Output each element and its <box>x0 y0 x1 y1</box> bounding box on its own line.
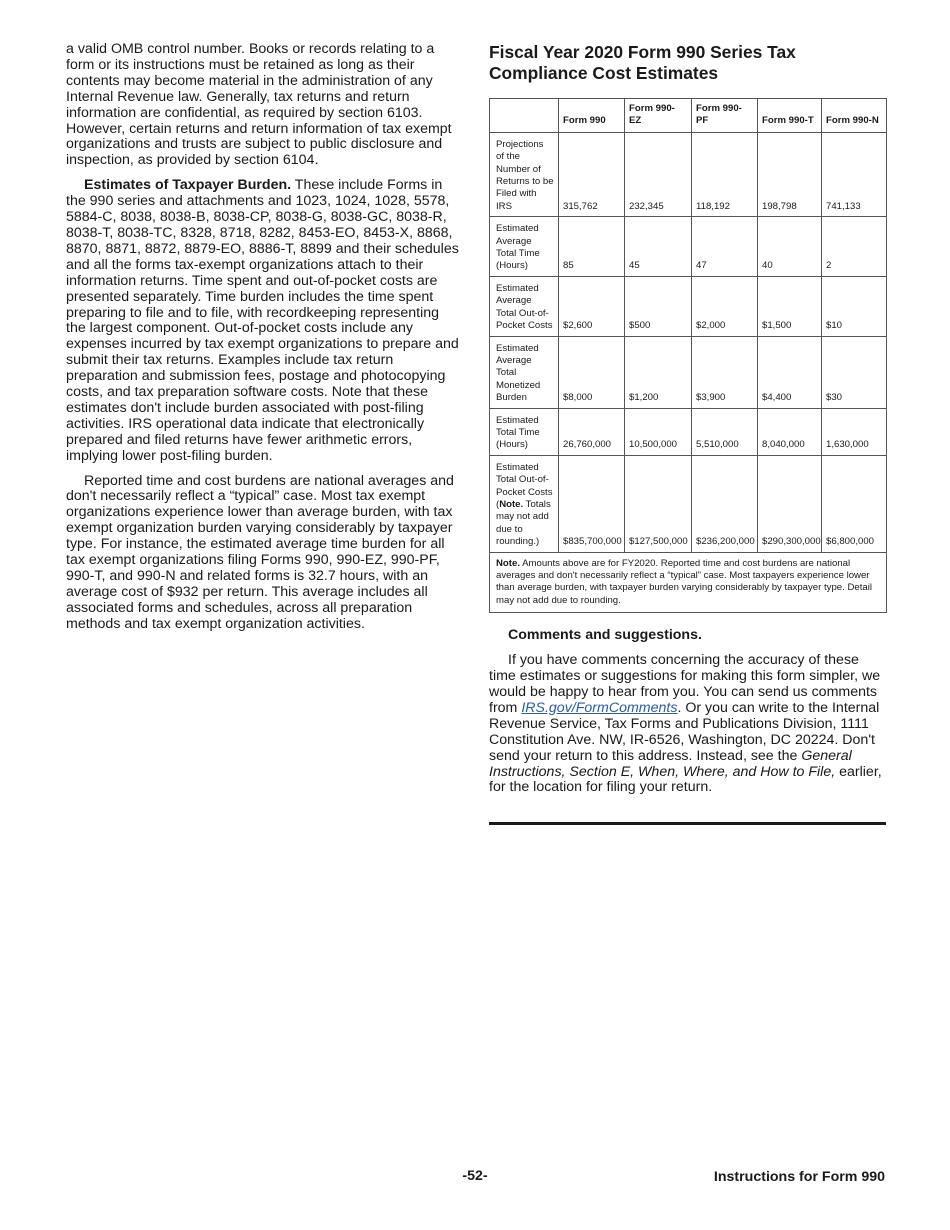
row-label <box>490 455 559 552</box>
right-column <box>489 42 886 825</box>
table-cell: $8,000 <box>559 336 625 408</box>
table-cell: $6,800,000 <box>822 455 887 552</box>
table-cell: $2,600 <box>559 276 625 336</box>
table-cell: $2,000 <box>692 276 758 336</box>
table-note-label: Note. <box>496 557 520 569</box>
header-form-990-t: Form 990-T <box>758 99 822 133</box>
header-form-990: Form 990 <box>559 99 625 133</box>
header-form-990-n: Form 990-N <box>822 99 887 133</box>
table-cell: $3,900 <box>692 336 758 408</box>
table-note-text: Amounts above are for FY2020. Reported time and cost burdens are national averages and don't necessarily reflect a “typical” case. Most taxpayers experience lower than average burden, with taxpayer burden varying considerably by taxpayer type. Detail may not add due to rounding. <box>496 557 872 606</box>
burden-paragraph <box>66 178 462 464</box>
table-cell: 85 <box>559 217 625 277</box>
footer-title: Instructions for Form 990 <box>713 1169 885 1185</box>
form-comments-link[interactable]: IRS.gov/FormComments <box>521 699 678 716</box>
table-cell: 5,510,000 <box>692 408 758 455</box>
table-cell: 2 <box>822 217 887 277</box>
comments-text-1: If you have comments concerning the accuracy of these time estimates or suggestions for making this form simpler, we would be happy to hear from you. You can send us comments from <box>489 652 881 716</box>
row-label-pre: Estimated Total Out-of-Pocket Costs ( <box>496 461 553 510</box>
table-row <box>490 217 887 277</box>
table-cell: 118,192 <box>692 132 758 216</box>
burden-heading: Estimates of Taxpayer Burden. <box>84 177 292 194</box>
row-label: Estimated Average Total Monetized Burden <box>490 336 559 408</box>
table-cell: 10,500,000 <box>625 408 692 455</box>
table-note-row <box>490 552 887 613</box>
table-row <box>490 455 887 552</box>
table-cell: 40 <box>758 217 822 277</box>
cost-estimates-table <box>489 98 887 613</box>
row-label: Projections of the Number of Returns to be Filed with IRS <box>490 132 559 216</box>
left-column <box>66 42 462 642</box>
omb-paragraph: a valid OMB control number. Books or records relating to a form or its instructions must be retained as long as their contents may become material in the administration of any Internal Revenue law. Generally, tax returns and return information are confidential, as required by section 6103. However, certain returns and return information of tax exempt organizations and trusts are subject to public disclosure and inspection, as provided by section 6104. <box>66 41 452 169</box>
table-cell: 45 <box>625 217 692 277</box>
burden-text: These include Forms in the 990 series and attachments and 1023, 1024, 1028, 5578, 5884-C, 8038, 8038-B, 8038-CP, 8038-G, 8038-GC, 8038-R, 8038-T, 8038-TC, 8328, 8718, 8282, 8453-EO, 8453-X, 8868, 8870, 8871, 8872, 8879-EO, 8886-T, 8899 and their schedules and all the forms tax-exempt organizations attach to their information returns. Time spent and out-of-pocket costs are presented separately. Time burden includes the time spent preparing to file and to file, with recordkeeping representing the largest component. Out-of-pocket costs include any expenses incurred by tax exempt organizations to prepare and submit their tax returns. Examples include tax return preparation and submission fees, postage and photocopying costs, and tax preparation software costs. Note that these estimates don't include burden associated with post-filing activities. IRS operational data indicate that electronically prepared and filed returns have fewer arithmetic errors, implying lower post-filing burden. <box>66 177 459 464</box>
table-row <box>490 132 887 216</box>
table-row <box>490 408 887 455</box>
table-cell: 26,760,000 <box>559 408 625 455</box>
header-blank <box>490 99 559 133</box>
comments-text-3: earlier, for the location for filing your return. <box>489 763 882 796</box>
table-cell: 315,762 <box>559 132 625 216</box>
table-row <box>490 276 887 336</box>
averages-paragraph: Reported time and cost burdens are national averages and don't necessarily reflect a “typical” case. Most tax exempt organizations experience lower than average burden, with tax exempt organization burden varying considerably by taxpayer type. For instance, the estimated average time burden for all tax exempt organizations filing Forms 990, 990-EZ, 990-PF, 990-T, and 990-N and related forms is 32.7 hours, with an average cost of $932 per return. This average includes all associated forms and schedules, across all preparation methods and tax exempt organization activities. <box>66 472 454 632</box>
row-label: Estimated Total Time (Hours) <box>490 408 559 455</box>
table-cell: $30 <box>822 336 887 408</box>
header-form-990-pf: Form 990-PF <box>692 99 758 133</box>
table-cell: 1,630,000 <box>822 408 887 455</box>
table-cell: $127,500,000 <box>625 455 692 552</box>
table-title: Fiscal Year 2020 Form 990 Series Tax Compliance Cost Estimates <box>489 42 796 83</box>
table-cell: 8,040,000 <box>758 408 822 455</box>
table-cell: $1,500 <box>758 276 822 336</box>
table-cell: 232,345 <box>625 132 692 216</box>
header-form-990-ez: Form 990-EZ <box>625 99 692 133</box>
table-cell: $290,300,000 <box>758 455 822 552</box>
comments-paragraph <box>489 653 886 796</box>
page-number: -52- <box>462 1168 488 1184</box>
row-label-post: Totals may not add due to rounding.) <box>496 498 551 548</box>
table-cell: $4,400 <box>758 336 822 408</box>
table-cell: 47 <box>692 217 758 277</box>
row-label: Estimated Average Total Out-of-Pocket Costs <box>490 276 559 336</box>
row-label: Estimated Average Total Time (Hours) <box>490 217 559 277</box>
table-cell: 198,798 <box>758 132 822 216</box>
table-cell: $500 <box>625 276 692 336</box>
table-cell: $1,200 <box>625 336 692 408</box>
comments-heading: Comments and suggestions. <box>508 627 702 644</box>
table-header-row <box>490 99 887 133</box>
table-cell: 741,133 <box>822 132 887 216</box>
table-cell: $835,700,000 <box>559 455 625 552</box>
section-divider <box>489 822 886 825</box>
table-row <box>490 336 887 408</box>
comments-italic: General Instructions, Section E, When, Where, and How to File, <box>489 747 852 780</box>
table-note <box>490 552 887 613</box>
row-label-note: Note. <box>499 498 524 510</box>
comments-text-2: . Or you can write to the Internal Revenue Service, Tax Forms and Publications Division, 1111 Constitution Ave. NW, IR-6526, Washington, DC 20224. Don't send your return to this address. Instead, see the <box>489 699 880 764</box>
table-cell: $236,200,000 <box>692 455 758 552</box>
table-cell: $10 <box>822 276 887 336</box>
